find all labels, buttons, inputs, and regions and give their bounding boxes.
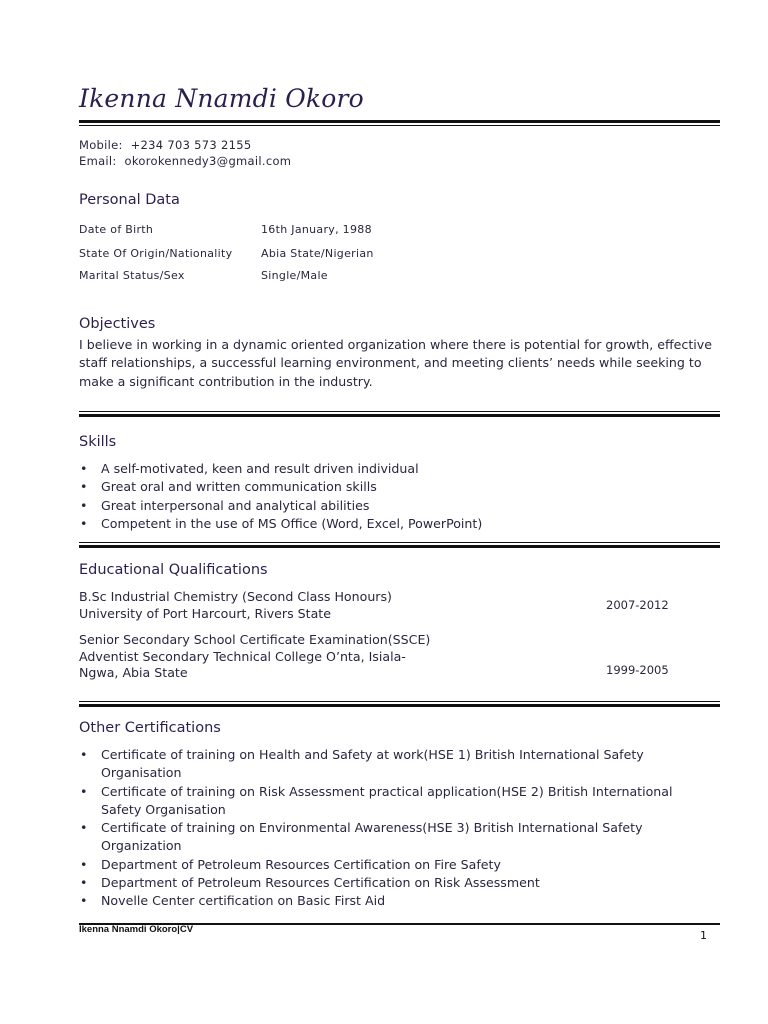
skills-list: [79, 460, 719, 533]
certifications-heading: Other Certifications: [79, 720, 221, 736]
list-item: • Department of Petroleum Resources Certification on Fire Safety: [79, 856, 719, 874]
bullet-icon: •: [80, 820, 88, 836]
education-years-1: 2007-2012: [606, 598, 669, 612]
list-item: • Great oral and written communication skills: [79, 478, 719, 496]
bullet-icon: •: [80, 461, 88, 476]
list-item: • Certificate of training on Environmental Awareness(HSE 3) British International Safety Organization: [80, 820, 643, 854]
email-value: okorokennedy3@gmail.com: [124, 154, 292, 168]
certifications-list: [79, 746, 719, 911]
skills-rule: [79, 542, 720, 548]
dob-value: 16th January, 1988: [261, 223, 372, 236]
marital-label: Marital Status/Sex: [79, 269, 185, 282]
footer-text: Ikenna Nnamdi Okoro|CV: [79, 924, 194, 935]
email-line: [79, 154, 291, 168]
list-item: • Novelle Center certification on Basic First Aid: [79, 892, 719, 910]
list-item: • Certificate of training on Health and Safety at work(HSE 1) British International Safety Organisation: [80, 747, 644, 781]
bullet-icon: •: [80, 856, 88, 872]
skills-heading: Skills: [79, 434, 117, 450]
objectives-text: I believe in working in a dynamic oriented organization where there is potential for growth, effective staff relationships, a successful learning environment, and meeting clients’ needs while seeking to make a significant contribution in the industry.: [79, 337, 712, 389]
personal-data-heading: Personal Data: [79, 192, 180, 208]
list-item: • Department of Petroleum Resources Certification on Risk Assessment: [79, 874, 719, 892]
bullet-icon: •: [80, 783, 88, 799]
bullet-icon: •: [80, 893, 88, 909]
objectives-rule: [79, 411, 720, 417]
objectives-heading: Objectives: [79, 316, 156, 332]
education-heading: Educational Qualifications: [79, 562, 268, 578]
mobile-line: [79, 138, 251, 152]
education-entry-2: Senior Secondary School Certificate Examination(SSCE) Adventist Secondary Technical College O’nta, Isiala- Ngwa, Abia State: [79, 632, 431, 680]
education-rule: [79, 701, 720, 707]
origin-label: State Of Origin/Nationality: [79, 247, 233, 260]
education-years-2: 1999-2005: [606, 663, 669, 677]
mobile-label: Mobile:: [79, 138, 123, 152]
list-item: • Great interpersonal and analytical abilities: [79, 497, 719, 515]
candidate-name: Ikenna Nnamdi Okoro: [79, 84, 364, 113]
bullet-icon: •: [80, 497, 88, 513]
list-item: • Certificate of training on Risk Assessment practical application(HSE 2) British International Safety Organisation: [80, 783, 673, 817]
education-entry-1: B.Sc Industrial Chemistry (Second Class Honours) University of Port Harcourt, Rivers State: [79, 589, 392, 621]
bullet-icon: •: [80, 479, 88, 495]
bullet-icon: •: [80, 515, 88, 531]
email-label: Email:: [79, 154, 117, 168]
bullet-icon: •: [80, 747, 88, 762]
list-item: • A self-motivated, keen and result driven individual: [79, 460, 719, 478]
origin-value: Abia State/Nigerian: [261, 247, 374, 260]
header-rule: [79, 120, 720, 126]
bullet-icon: •: [80, 875, 88, 891]
dob-label: Date of Birth: [79, 223, 154, 236]
list-item: • Competent in the use of MS Office (Word, Excel, PowerPoint): [79, 515, 719, 533]
marital-value: Single/Male: [261, 269, 328, 282]
page-number: 1: [700, 929, 707, 942]
mobile-value: +234 703 573 2155: [130, 138, 252, 152]
